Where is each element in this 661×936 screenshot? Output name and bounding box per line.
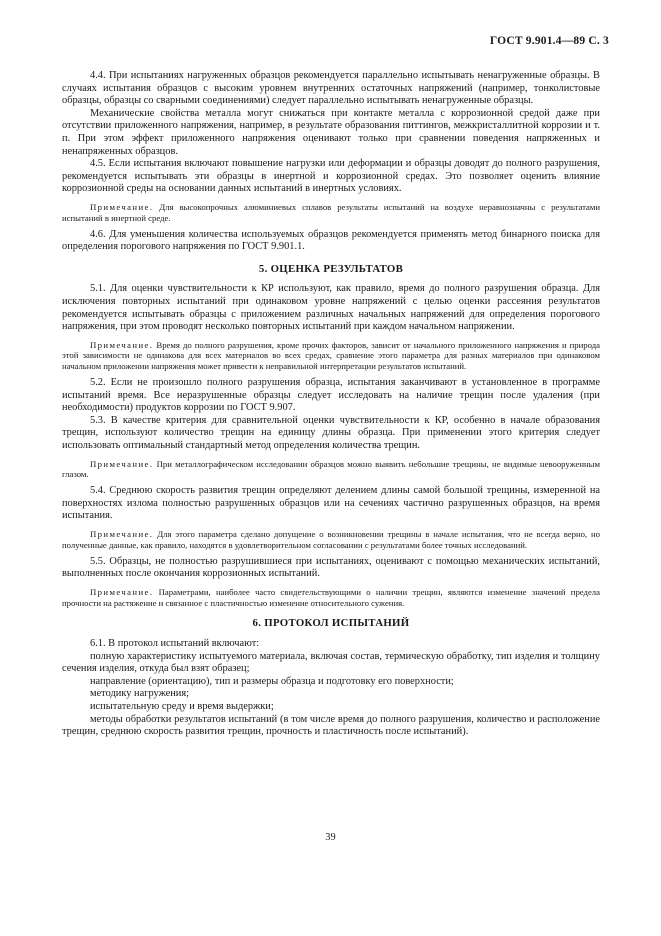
- note-label: Примечание.: [90, 458, 154, 469]
- page-number: 39: [325, 832, 336, 843]
- paragraph-4-4: 4.4. При испытаниях нагруженных образцов рекомендуется параллельно испытывать ненагруженные образцы. В случаях испытания образцов с высоким уровнем внутренних остаточных напряжений (например, тонколистовые образцы, образцы со сварными соединениями) следует параллельно испытывать ненагруженные образцы.: [62, 70, 600, 107]
- paragraph-5-3: 5.3. В качестве критерия для сравнительной оценки чувствительности к КР, особенно в начале образования трещин, используют количество трещин на единицу длины образца. При применении этого критерия следует использовать оптимальный стандартный метод определения количества трещин.: [62, 414, 600, 452]
- paragraph-4-4-cont: Механические свойства металла могут снижаться при контакте металла с коррозионной средой даже при отсутствии приложенного напряжения, например, в результате образования питтингов, межкристаллитной коррозии и т. п. При этом эффект приложенного напряжения оценивают только при сравнении поведения напряженных и ненапряженных образцов.: [62, 107, 600, 157]
- paragraph-4-5: 4.5. Если испытания включают повышение нагрузки или деформации и образцы доводят до полного разрушения, рекомендуется испытывать эти образцы в инертной и коррозионной средах. Это позволяет оценить влияние коррозионной среды на основании данных испытаний в инертных условиях.: [62, 158, 600, 195]
- list-item: полную характеристику испытуемого материала, включая состав, термическую обработку, тип изделия и толщину сечения изделия, откуда был взят образец;: [62, 650, 600, 675]
- note-text: Время до полного разрушения, кроме прочих факторов, зависит от начального приложенного напряжения и природа этой зависимости не одинакова для всех материалов во всех средах, сравнение этого параметра для разных материалов при одинаковом начальном приложении напряжения может привести к неправильной интерпретации результатов испытаний.: [62, 339, 601, 372]
- running-header: ГОСТ 9.901.4—89 С. 3: [489, 35, 609, 47]
- paragraph-4-6: 4.6. Для уменьшения количества используемых образцов рекомендуется применять метод бинарного поиска для определения порогового напряжения по ГОСТ 9.901.1.: [62, 228, 600, 253]
- note-3: [62, 459, 600, 481]
- paragraph-5-5: 5.5. Образцы, не полностью разрушившиеся при испытаниях, оценивают с помощью механических испытаний, выполненных после окончания коррозионных испытаний.: [62, 555, 600, 580]
- paragraph-5-4: 5.4. Среднюю скорость развития трещин определяют делением длины самой большой трещины, измеренной на поверхностях излома полностью разрушенных образцов или на сечениях частично разрушенных образцов, на время испытания.: [62, 485, 600, 522]
- note-text: При металлографическом исследовании образцов можно выявить небольшие трещины, не видимые невооруженным глазом.: [62, 458, 601, 480]
- note-text: Для высокопрочных алюминиевых сплавов результаты испытаний на воздухе неравнозначны с результатами испытаний в инертной среде.: [62, 201, 600, 223]
- note-2: [62, 340, 600, 372]
- note-label: Примечание.: [90, 201, 154, 212]
- list-item: направление (ориентацию), тип и размеры образца и подготовку его поверхности;: [90, 675, 454, 687]
- note-label: Примечание.: [90, 529, 154, 540]
- document-body: [62, 70, 600, 739]
- section-heading-6: 6. ПРОТОКОЛ ИСПЫТАНИЙ: [252, 617, 410, 630]
- note-label: Примечание.: [90, 586, 154, 597]
- paragraph-5-2: 5.2. Если не произошло полного разрушения образца, испытания заканчивают в установленное в программе испытаний время. Все неразрушенные образцы следует исследовать на наличие трещин после удаления (при необходимости) продуктов коррозии по ГОСТ 9.907.: [62, 377, 600, 414]
- section-heading-5: 5. ОЦЕНКА РЕЗУЛЬТАТОВ: [258, 262, 404, 275]
- note-label: Примечание.: [90, 339, 154, 350]
- paragraph-5-1: 5.1. Для оценки чувствительности к КР используют, как правило, время до полного разрушения образца. Для исключения повторных испытаний при одинаковом уровне напряжений с целью оценки рассеяния результатов рекомендуется испытывать образцы с приложением различных начальных напряжений для определения порогового напряжения, при этом проводят несколько повторных испытаний при каждом начальном напряжении.: [62, 283, 600, 333]
- note-1: [62, 202, 600, 224]
- note-text: Для этого параметра сделано допущение о возникновении трещины в начале испытания, что не всегда верно, но полученные данные, как правило, находятся в удовлетворительном согласовании с результатами более точных исследований.: [62, 529, 600, 550]
- note-4: [62, 529, 600, 551]
- note-text: Параметрами, наиболее часто свидетельствующими о наличии трещин, являются изменение значений предела прочности на растяжение и связанное с пластичностью изменение относительного сужения.: [62, 586, 600, 608]
- list-item: методику нагружения;: [90, 688, 190, 700]
- paragraph-6-1: 6.1. В протокол испытаний включают:: [90, 637, 260, 649]
- list-item: испытательную среду и время выдержки;: [90, 700, 274, 712]
- note-5: [62, 587, 600, 609]
- list-item: методы обработки результатов испытаний (в том числе время до полного разрушения, количество и расположение трещин, среднюю скорость развития трещин, прочность и пластичность после испытаний).: [62, 713, 600, 738]
